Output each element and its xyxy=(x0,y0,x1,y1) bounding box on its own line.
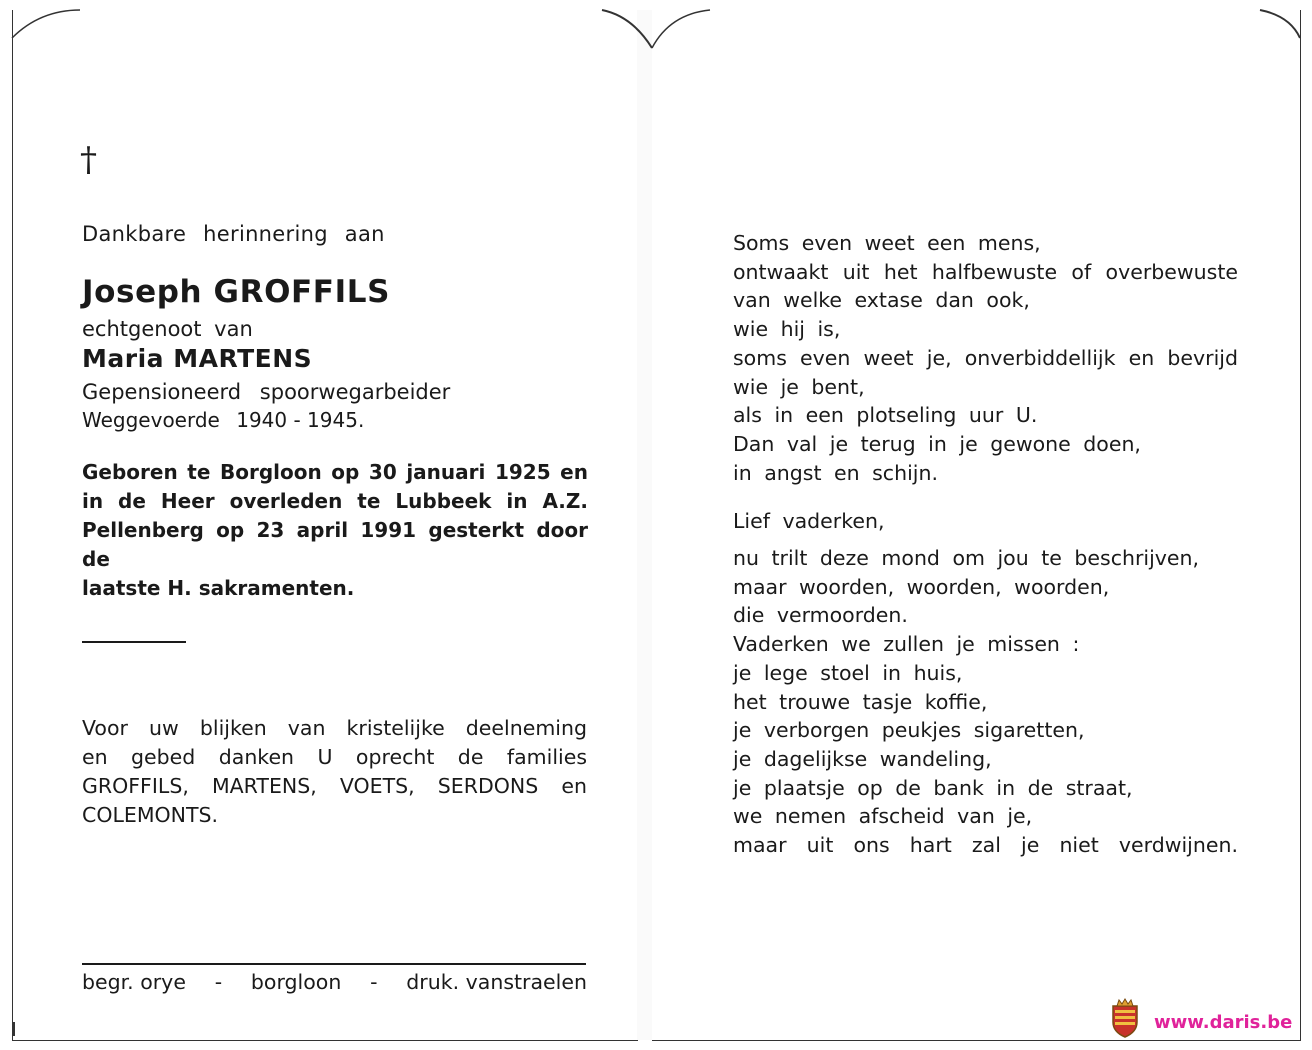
poem-line: je dagelijkse wandeling, xyxy=(733,746,992,771)
poem-line: als in een plotseling uur U. xyxy=(733,403,1038,428)
poem-line: nu trilt deze mond om jou te beschrijven, xyxy=(733,546,1200,570)
poem-line: Vaderken we zullen je missen : xyxy=(733,632,1080,657)
poem-line: je lege stoel in huis, xyxy=(733,660,963,685)
occupation: Gepensioneerd spoorwegarbeider xyxy=(82,380,451,404)
footer-printer: druk. vanstraelen xyxy=(406,970,587,994)
poem-line: in angst en schijn. xyxy=(733,460,938,485)
poem-line: Dan val je terug in je gewone doen, xyxy=(733,431,1141,456)
poem-line: van welke extase dan ook, xyxy=(733,288,1030,313)
thanks-line: COLEMONTS. xyxy=(82,803,219,827)
poem-line: we nemen afscheid van je, xyxy=(733,804,1033,829)
poem-line: ontwaakt uit het halfbewuste of overbewuste xyxy=(733,259,1238,284)
footer-undertaker: begr. orye xyxy=(82,970,186,994)
thanks-line: en gebed danken U oprecht de families xyxy=(82,745,587,769)
bio-line: laatste H. sakramenten. xyxy=(82,576,355,600)
poem-line: wie hij is, xyxy=(733,317,841,342)
bio-line: Geboren te Borgloon op 30 januari 1925 en xyxy=(82,460,588,484)
spouse-name: Maria MARTENS xyxy=(82,344,313,373)
watermark-link[interactable]: www.daris.be xyxy=(1154,1012,1293,1033)
cross-symbol: † xyxy=(80,140,97,180)
poem-line: maar woorden, woorden, woorden, xyxy=(733,574,1110,599)
separator-rule xyxy=(82,641,186,643)
poem-line: je verborgen peukjes sigaretten, xyxy=(733,718,1085,743)
printer-footer xyxy=(82,970,587,994)
intro-text: Dankbare herinnering aan xyxy=(82,222,385,246)
poem-line: soms even weet je, onverbiddellijk en bevrijd xyxy=(733,345,1238,370)
poem-stanza-3 xyxy=(733,544,1238,860)
thanks-text xyxy=(82,714,587,830)
biography xyxy=(82,458,588,603)
footer-separator: - xyxy=(214,970,223,994)
footer-separator: - xyxy=(370,970,378,994)
deportation-years: 1940 - 1945. xyxy=(236,408,365,432)
deceased-name: Joseph GROFFILS xyxy=(82,274,390,310)
crest-logo-icon xyxy=(1109,998,1141,1038)
poem-line: Lief vaderken, xyxy=(733,509,885,533)
card-corners xyxy=(10,8,1310,78)
poem-line: het trouwe tasje koffie, xyxy=(733,689,988,714)
bio-line: in de Heer overleden te Lubbeek in A.Z. xyxy=(82,489,588,513)
footer-rule xyxy=(82,963,586,965)
bio-line: Pellenberg op 23 april 1991 gesterkt door de xyxy=(82,518,588,571)
poem-line: die vermoorden. xyxy=(733,603,908,628)
poem-line: maar uit ons hart zal je niet verdwijnen. xyxy=(733,833,1238,858)
page-fold xyxy=(637,10,652,1040)
thanks-line: Voor uw blijken van kristelijke deelneming xyxy=(82,716,587,740)
crop-mark xyxy=(13,1022,15,1036)
thanks-line: GROFFILS, MARTENS, VOETS, SERDONS en xyxy=(82,774,587,798)
poem-stanza-1 xyxy=(733,229,1238,487)
poem-line: je plaatsje op de bank in de straat, xyxy=(733,775,1133,800)
poem-line: wie je bent, xyxy=(733,374,865,399)
spouse-label: echtgenoot van xyxy=(82,317,253,341)
deportation-label: Weggevoerde xyxy=(82,408,220,432)
deportation-line xyxy=(82,408,374,432)
poem-stanza-2 xyxy=(733,507,1238,536)
footer-town: borgloon xyxy=(250,970,342,994)
poem-line: Soms even weet een mens, xyxy=(733,231,1041,255)
